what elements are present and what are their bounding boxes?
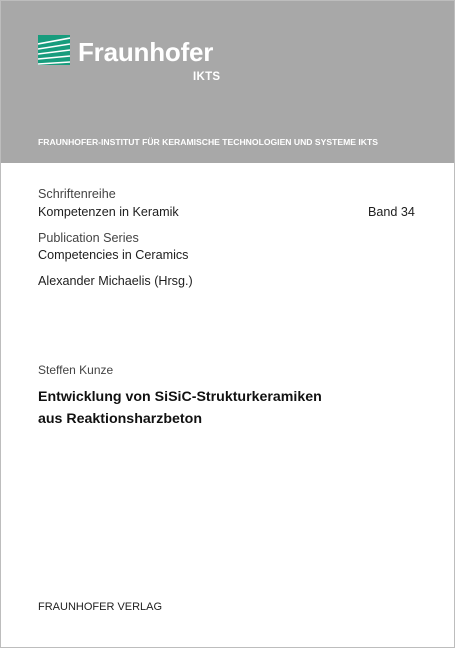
publisher-name: FRAUNHOFER VERLAG [38,601,163,613]
series-label-en: Publication Series [38,231,139,245]
book-title [38,386,322,430]
logo-wordmark: Fraunhofer [78,37,214,67]
book-title-line-1: Entwicklung von SiSiC-Strukturkeramiken [38,389,322,405]
institute-name: FRAUNHOFER-INSTITUT FÜR KERAMISCHE TECHNOLOGIEN UND SYSTEME IKTS [38,137,378,147]
series-editor: Alexander Michaelis (Hrsg.) [38,274,193,288]
series-label-de: Schriftenreihe [38,187,116,201]
series-name-de: Kompetenzen in Keramik [38,205,179,219]
fraunhofer-logo-icon [38,35,70,65]
series-volume: Band 34 [368,205,415,219]
logo-subtitle: IKTS [193,71,221,83]
book-title-line-2: aus Reaktionsharzbeton [38,411,202,427]
author-name: Steffen Kunze [38,363,114,377]
series-name-en: Competencies in Ceramics [38,248,189,262]
header-band [1,1,454,163]
